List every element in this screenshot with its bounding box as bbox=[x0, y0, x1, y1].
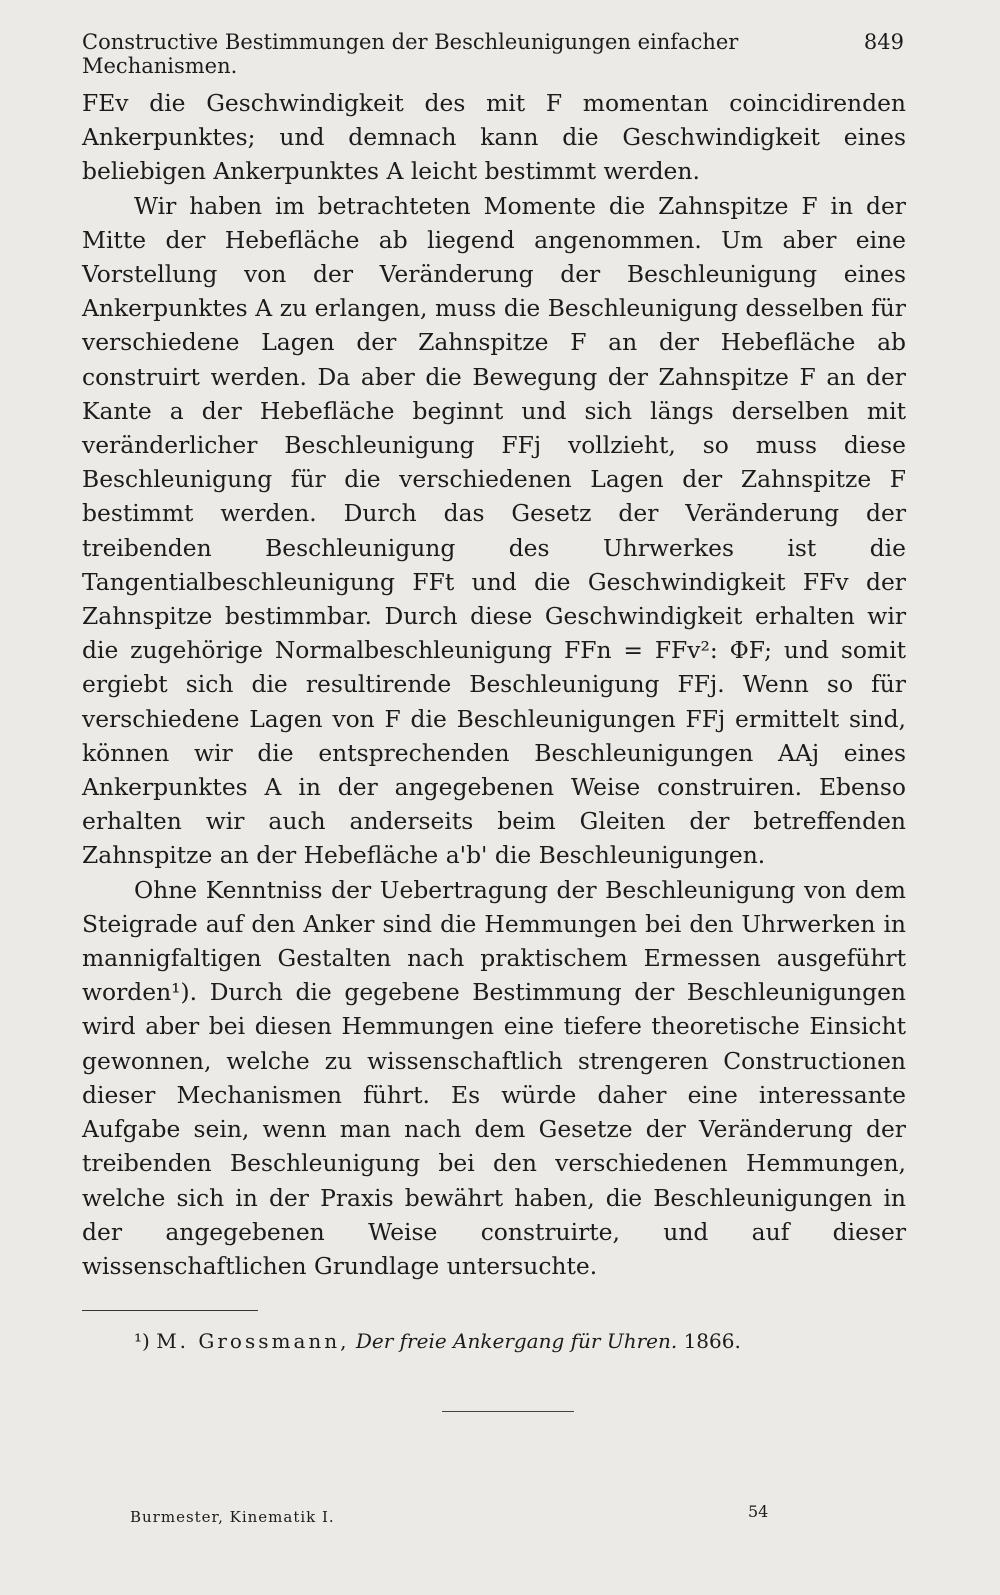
running-header bbox=[82, 30, 904, 78]
footnote bbox=[134, 1326, 904, 1356]
footnote-rule bbox=[82, 1310, 258, 1311]
end-rule bbox=[442, 1411, 574, 1412]
footnote-title: Der freie Ankergang für Uhren. bbox=[355, 1329, 678, 1353]
main-text bbox=[82, 86, 906, 1283]
page-number: 849 bbox=[863, 30, 904, 54]
paragraph-1: FEv die Geschwindigkeit des mit F momentan coincidirenden Ankerpunktes; und demnach kann die Geschwindigkeit eines beliebigen Ankerpunktes A leicht bestimmt werden. bbox=[82, 89, 906, 186]
running-title: Constructive Bestimmungen der Beschleunigungen einfacher Mechanismen. bbox=[82, 30, 739, 78]
footnote-year: 1866. bbox=[683, 1329, 741, 1353]
printer-signature: Burmester, Kinematik I. bbox=[130, 1508, 335, 1526]
paragraph-3: Ohne Kenntniss der Uebertragung der Beschleunigung von dem Steigrade auf den Anker sind die Hemmungen bei den Uhrwerken in mannigfaltigen Gestalten nach praktischem Ermessen ausgeführt worden¹). Durch die gegebene Bestimmung der Beschleunigungen wird aber bei diesen Hemmungen eine tiefere theoretische Einsicht gewonnen, welche zu wissenschaftlich strengeren Constructionen dieser Mechanismen führt. Es würde daher eine interessante Aufgabe sein, wenn man nach dem Gesetze der Veränderung der treibenden Beschleunigung bei den verschiedenen Hemmungen, welche sich in der Praxis bewährt haben, die Beschleunigungen in der angegebenen Weise construirte, und auf dieser wissenschaftlichen Grundlage untersuchte. bbox=[82, 875, 906, 1280]
sheet-number: 54 bbox=[748, 1502, 769, 1521]
footnote-author: M. Grossmann, bbox=[156, 1329, 350, 1353]
footnote-marker: ¹) bbox=[134, 1329, 150, 1353]
paragraph-2: Wir haben im betrachteten Momente die Zahnspitze F in der Mitte der Hebefläche ab liegend angenommen. Um aber eine Vorstellung von der Veränderung der Beschleunigung eines Ankerpunktes A zu erlangen, muss die Beschleunigung desselben für verschiedene Lagen der Zahnspitze F an der Hebefläche ab construirt werden. Da aber die Bewegung der Zahnspitze F an der Kante a der Hebefläche beginnt und sich längs derselben mit veränderlicher Beschleunigung FFj vollzieht, so muss diese Beschleunigung für die verschiedenen Lagen der Zahnspitze F bestimmt werden. Durch das Gesetz der Veränderung der treibenden Beschleunigung des Uhrwerkes ist die Tangentialbeschleunigung FFt und die Geschwindigkeit FFv der Zahnspitze bestimmbar. Durch diese Geschwindigkeit erhalten wir die zugehörige Normalbeschleunigung FFn = FFv²: ΦF; und somit ergiebt sich die resultirende Beschleunigung FFj. Wenn so für verschiedene Lagen von F die Beschleunigungen FFj ermittelt sind, können wir die entsprechenden Beschleunigungen AAj eines Ankerpunktes A in der angegebenen Weise construiren. Ebenso erhalten wir auch anderseits beim Gleiten der betreffenden Zahnspitze an der Hebefläche a'b' die Beschleunigungen. bbox=[82, 191, 906, 870]
